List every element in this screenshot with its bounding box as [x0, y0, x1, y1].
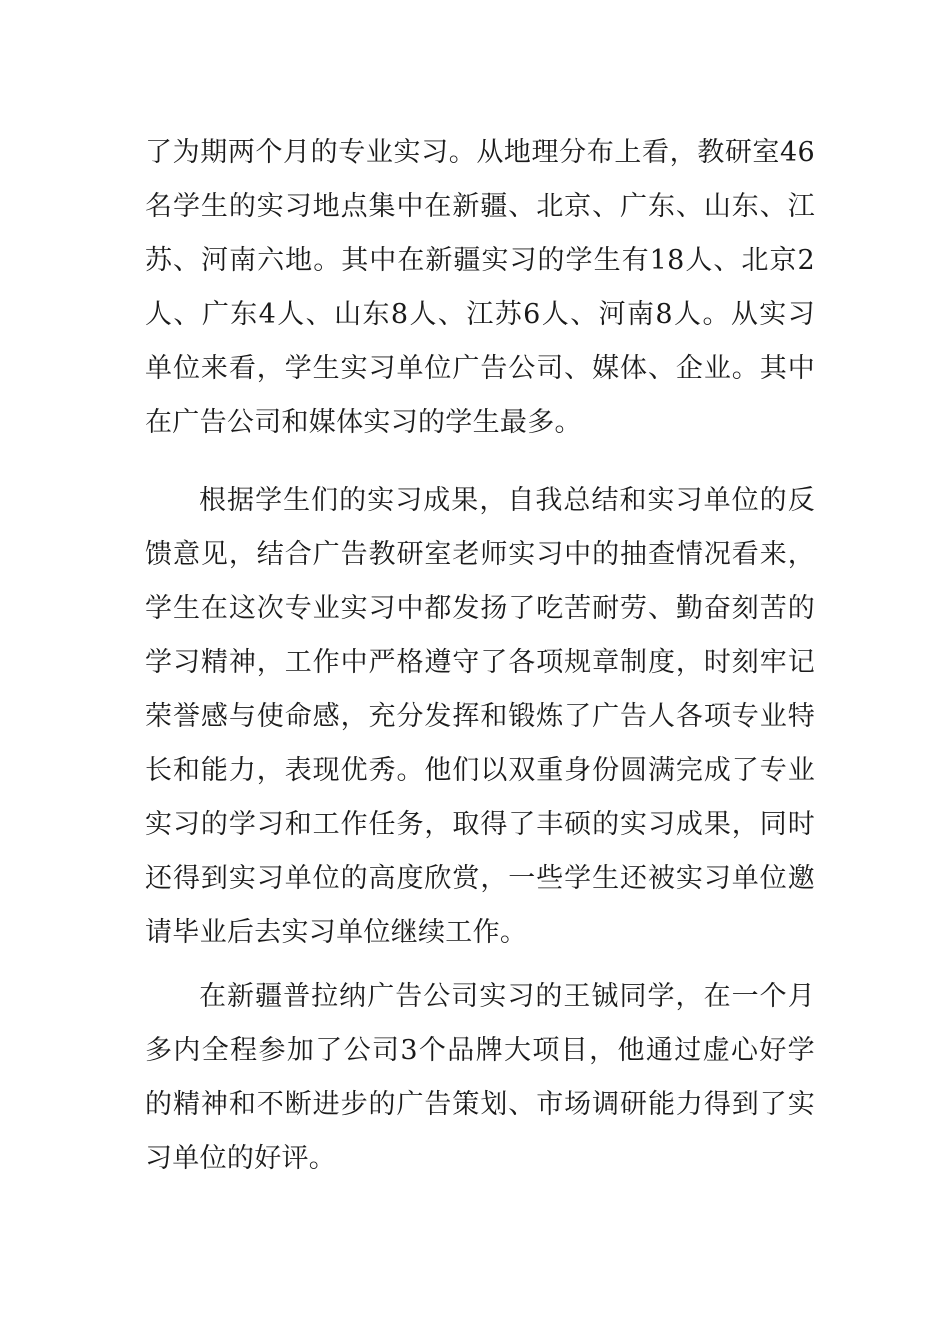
paragraph-3: 在新疆普拉纳广告公司实习的王铖同学，在一个月多内全程参加了公司3个品牌大项目，他通过虚心好学的精神和不断进步的广告策划、市场调研能力得到了实习单位的好评。: [145, 981, 815, 1174]
paragraph-2: 根据学生们的实习成果，自我总结和实习单位的反馈意见，结合广告教研室老师实习中的抽查情况看来，学生在这次专业实习中都发扬了吃苦耐劳、勤奋刻苦的学习精神，工作中严格遵守了各项规章制度，时刻牢记荣誉感与使命感，充分发挥和锻炼了广告人各项专业特长和能力，表现优秀。他们以双重身份圆满完成了专业实习的学习和工作任务，取得了丰硕的实习成果，同时还得到实习单位的高度欣赏，一些学生还被实习单位邀请毕业后去实习单位继续工作。: [145, 485, 815, 948]
paragraph-1: 了为期两个月的专业实习。从地理分布上看，教研室46名学生的实习地点集中在新疆、北京、广东、山东、江苏、河南六地。其中在新疆实习的学生有18人、北京2人、广东4人、山东8人、江苏6人、河南8人。从实习单位来看，学生实习单位广告公司、媒体、企业。其中在广告公司和媒体实习的学生最多。: [145, 137, 815, 438]
